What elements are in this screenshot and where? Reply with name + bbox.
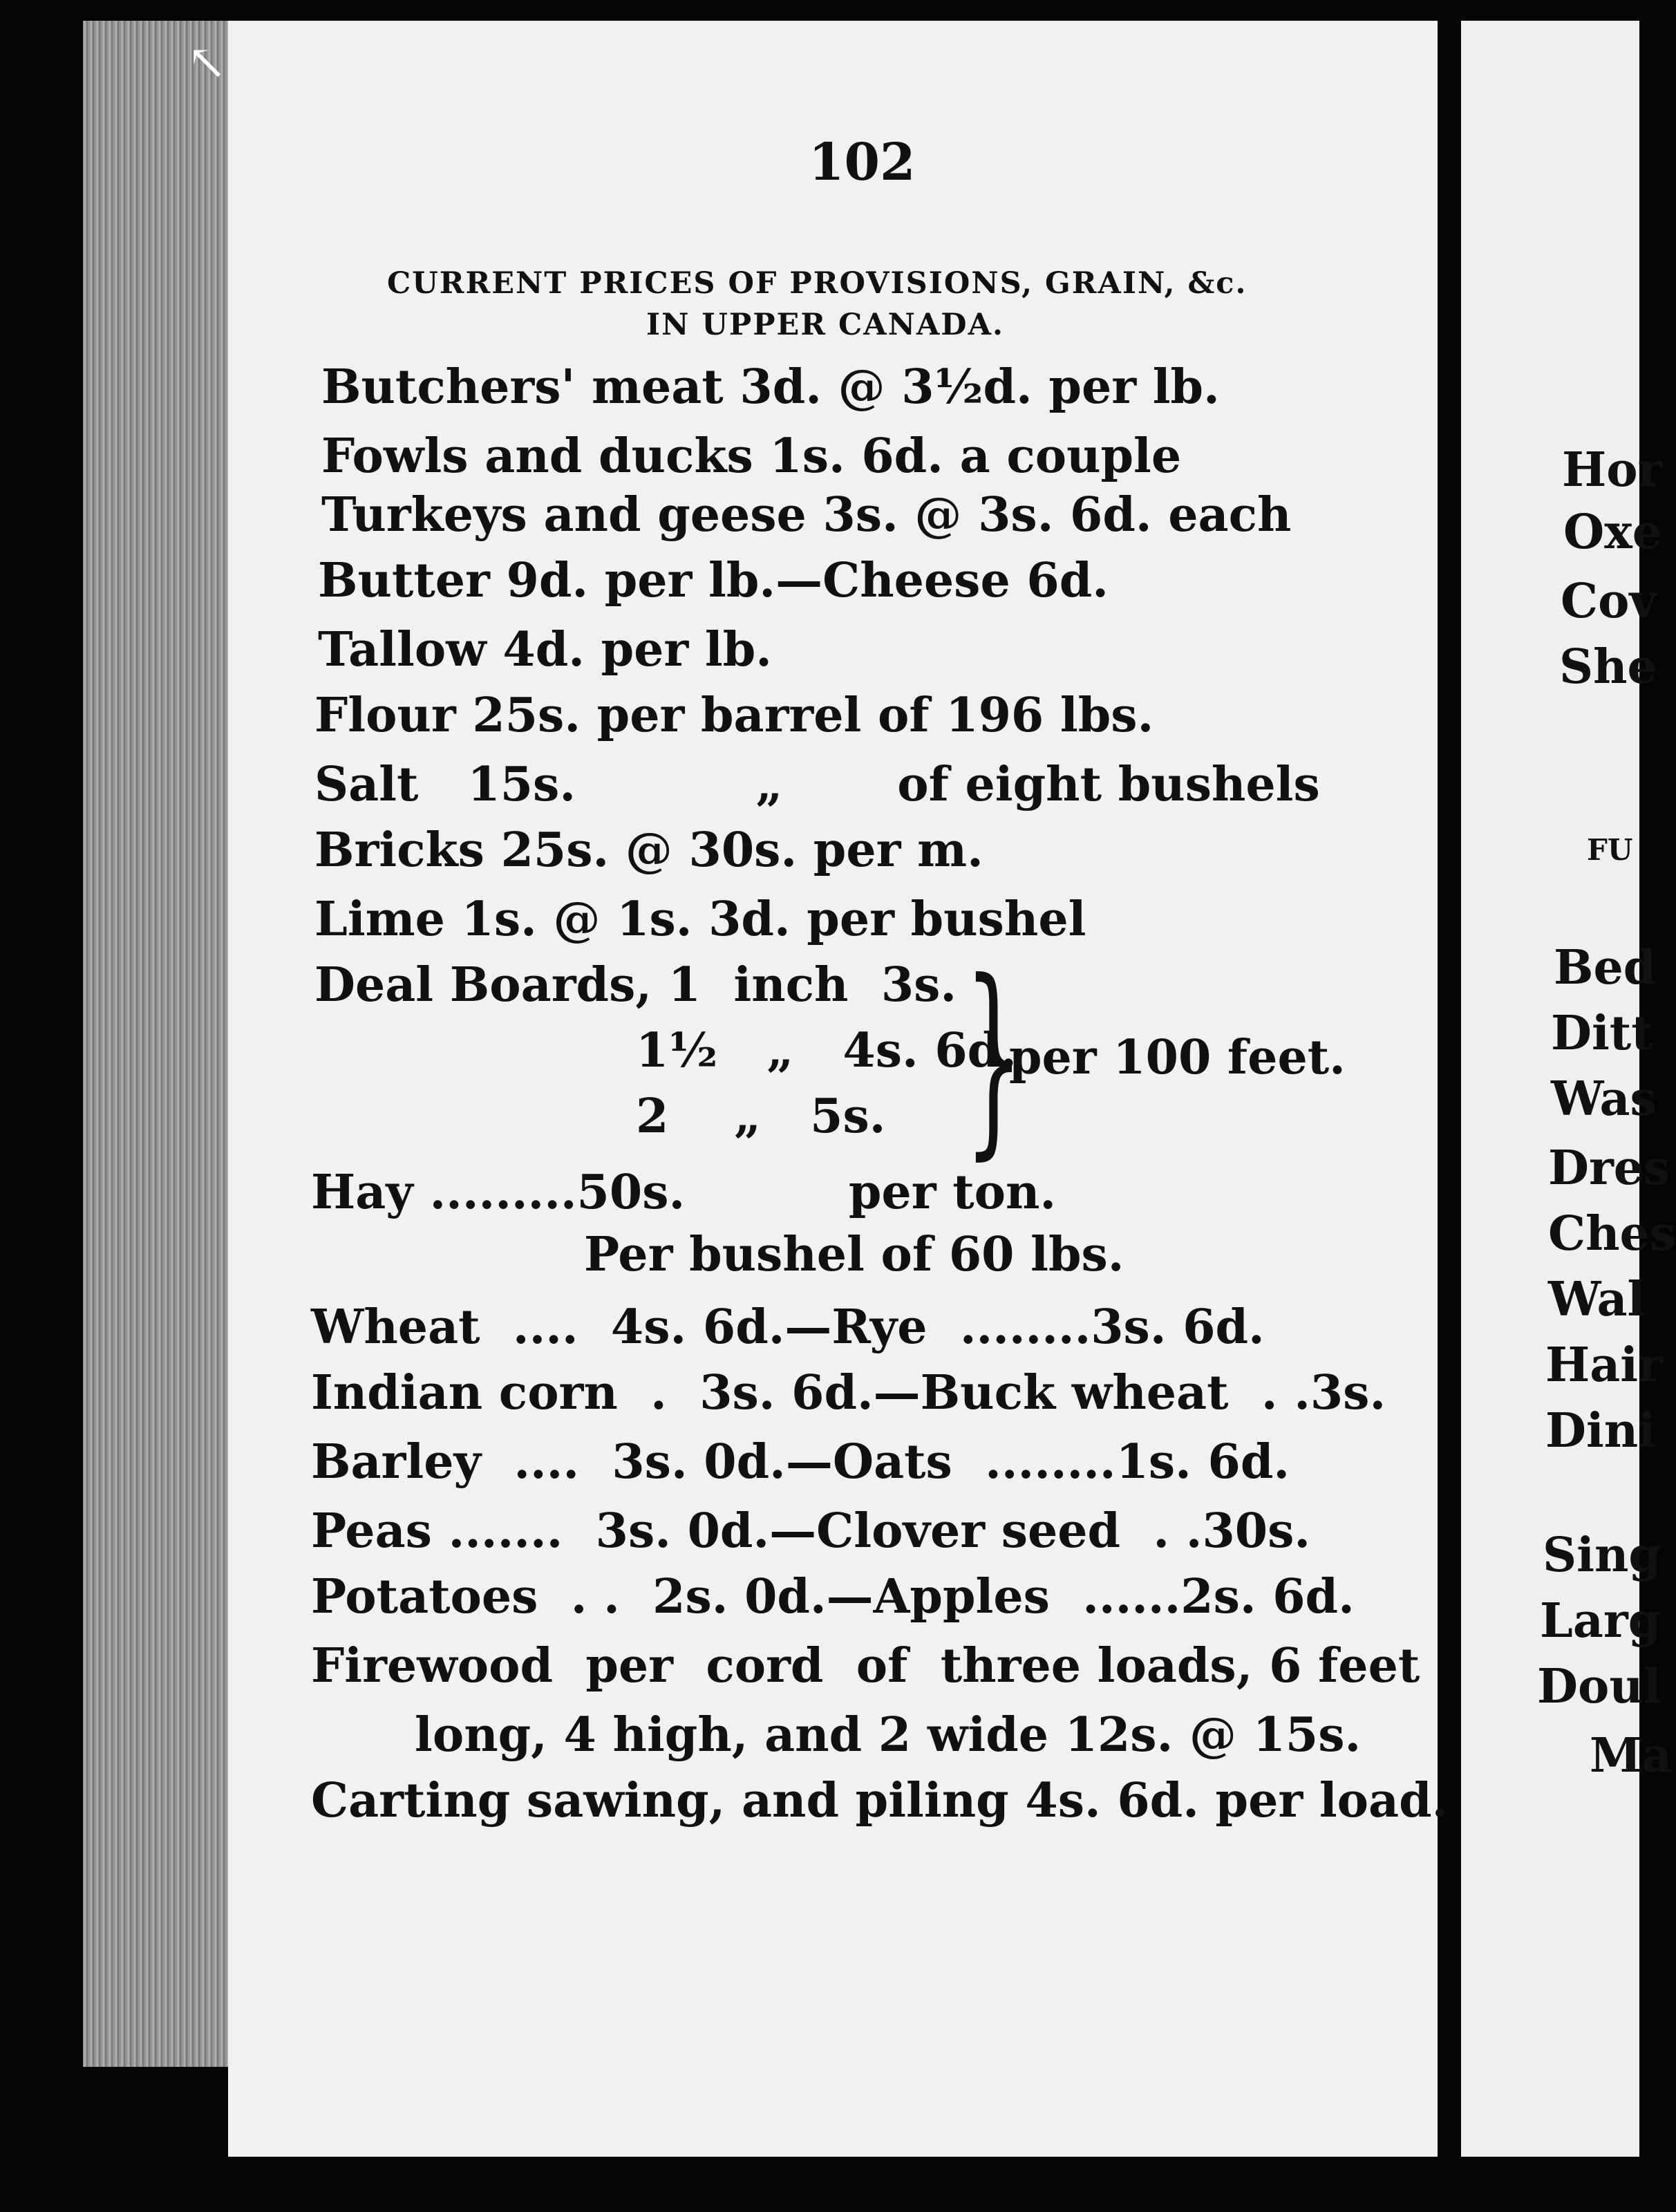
right-page-fragment: Oxe	[1563, 505, 1663, 560]
price-line-bricks: Bricks 25s. @ 30s. per m.	[314, 823, 983, 878]
price-line-salt: Salt 15s. „ of eight bushels	[314, 757, 1320, 812]
grain-row-3: Barley .... 3s. 0d.—Oats ........1s. 6d.	[311, 1434, 1290, 1490]
price-line-butchers-meat: Butchers' meat 3d. @ 3½d. per lb.	[321, 359, 1220, 415]
price-line-deal-boards-per: per 100 feet.	[1009, 1030, 1346, 1085]
grain-row-4: Peas ....... 3s. 0d.—Clover seed . .30s.	[311, 1503, 1311, 1559]
page-number: 102	[809, 133, 916, 192]
right-page-fragment: Dini	[1545, 1403, 1657, 1459]
firewood-line-1: Firewood per cord of three loads, 6 feet	[311, 1638, 1420, 1694]
price-line-deal-boards-1: Deal Boards, 1 inch 3s.	[314, 957, 957, 1013]
right-page-fragment: Hor	[1562, 442, 1663, 498]
right-page-fragment: Bed	[1554, 940, 1657, 995]
right-page-fragment: Dres	[1548, 1141, 1670, 1196]
heading-line-2: IN UPPER CANADA.	[646, 308, 1004, 342]
price-line-butter: Butter 9d. per lb.—Cheese 6d.	[318, 553, 1109, 608]
price-line-fowls: Fowls and ducks 1s. 6d. a couple	[321, 429, 1182, 484]
right-page-fragment: Ditt	[1551, 1006, 1653, 1061]
grain-row-2: Indian corn . 3s. 6d.—Buck wheat . .3s.	[311, 1365, 1386, 1421]
price-line-deal-boards-3: 2 „ 5s.	[636, 1089, 886, 1144]
firewood-line-3: Carting sawing, and piling 4s. 6d. per load.	[311, 1773, 1449, 1828]
curly-brace-icon: }	[964, 937, 1024, 1178]
grain-heading: Per bushel of 60 lbs.	[584, 1227, 1124, 1282]
right-page-fragment: She	[1559, 639, 1657, 695]
right-page-fragment: Hair	[1545, 1338, 1663, 1393]
corner-arrow-icon: ↖	[187, 34, 227, 91]
right-page-fragment: Was	[1551, 1071, 1657, 1127]
right-page-fragment: Doul	[1537, 1659, 1661, 1714]
price-line-lime: Lime 1s. @ 1s. 3d. per bushel	[314, 892, 1086, 947]
price-line-tallow: Tallow 4d. per lb.	[318, 622, 772, 677]
heading-line-1: CURRENT PRICES OF PROVISIONS, GRAIN, &c.	[387, 266, 1247, 301]
price-line-deal-boards-2: 1½ „ 4s. 6d.	[636, 1023, 1017, 1078]
right-page-fragment: FU	[1587, 833, 1633, 867]
book-gutter	[1438, 21, 1461, 2164]
right-page-fragment: Sing	[1543, 1528, 1661, 1583]
right-page-fragment: Ches	[1548, 1206, 1676, 1262]
firewood-line-2: long, 4 high, and 2 wide 12s. @ 15s.	[415, 1707, 1362, 1763]
right-page-fragment: Wal	[1548, 1272, 1646, 1327]
right-page-fragment: Ma	[1590, 1728, 1673, 1783]
price-line-turkeys: Turkeys and geese 3s. @ 3s. 6d. each	[321, 487, 1292, 543]
scan-border	[0, 2157, 1639, 2212]
right-page-fragment: Cov	[1561, 574, 1657, 629]
right-page-fragment: Larg	[1540, 1593, 1661, 1649]
page-edges	[83, 21, 235, 2067]
price-line-flour: Flour 25s. per barrel of 196 lbs.	[314, 688, 1154, 743]
price-line-hay: Hay .........50s. per ton.	[311, 1165, 1057, 1220]
grain-row-5: Potatoes . . 2s. 0d.—Apples ......2s. 6d.	[311, 1569, 1355, 1624]
grain-row-1: Wheat .... 4s. 6d.—Rye ........3s. 6d.	[311, 1300, 1265, 1355]
